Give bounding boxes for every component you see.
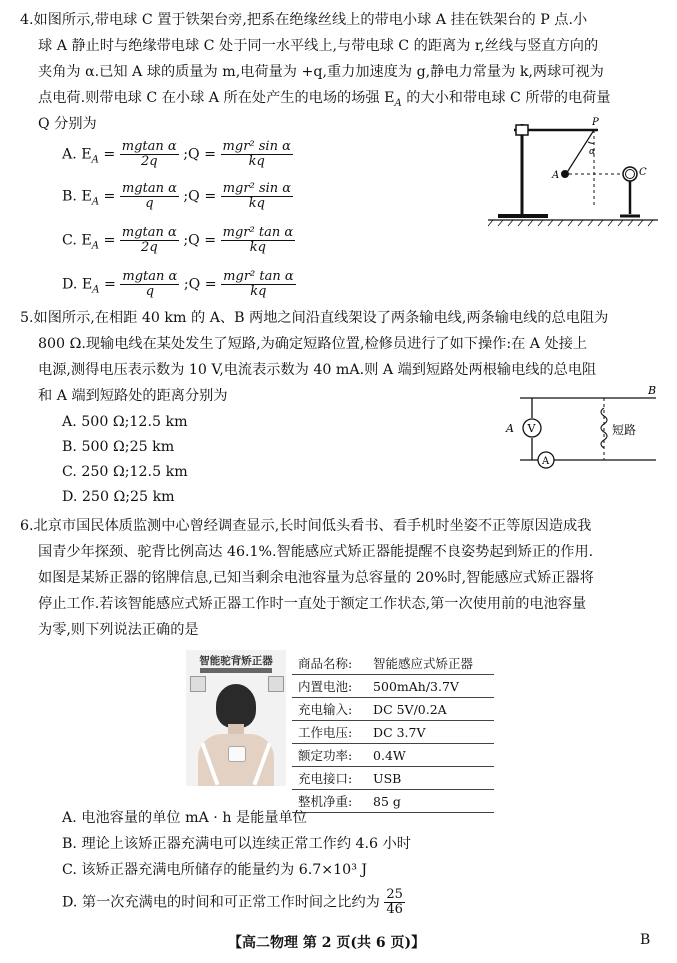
q6-option-a: A. 电池容量的单位 mA · h 是能量单位 xyxy=(62,810,307,826)
q5-option-c: C. 250 Ω;12.5 km xyxy=(62,464,188,480)
frac-den: kq xyxy=(248,154,265,169)
opt-eq: = xyxy=(98,146,116,163)
q5-option-a: A. 500 Ω;12.5 km xyxy=(62,414,188,430)
product-image xyxy=(186,650,286,786)
frac-den: q xyxy=(145,196,154,211)
frac-num: mgr² sin α xyxy=(222,181,292,196)
ground-hatch xyxy=(488,220,653,226)
spec-key: 额定功率: xyxy=(292,744,367,767)
table-row xyxy=(292,721,494,744)
q4-line-1: 4.如图所示,带电球 C 置于铁架台旁,把系在绝缘丝线上的带电小球 A 挂在铁架台的 P 点.小 xyxy=(20,12,588,28)
angle-arc xyxy=(588,142,594,143)
spec-value: 85 g xyxy=(367,790,494,813)
opt-sub: A xyxy=(91,154,99,166)
icon-left xyxy=(190,676,206,692)
q6-option-d xyxy=(62,888,405,917)
spec-value: USB xyxy=(367,767,494,790)
frac-num: mgtan α xyxy=(121,181,177,196)
opt-sub: A xyxy=(92,284,100,296)
spec-key: 充电接口: xyxy=(292,767,367,790)
frac-den: kq xyxy=(249,240,266,255)
q4-line-3: 夹角为 α.已知 A 球的质量为 m,电荷量为 +q,重力加速度为 g,静电力常量为 k,两球可视为 xyxy=(38,64,604,80)
spec-key: 充电输入: xyxy=(292,698,367,721)
q6-line-2: 国青少年探颈、驼背比例高达 46.1%.智能感应式矫正器能提醒不良姿势起到矫正的作用. xyxy=(38,544,594,560)
spec-value: 500mAh/3.7V xyxy=(367,675,494,698)
table-row xyxy=(292,767,494,790)
q6-line-5: 为零,则下列说法正确的是 xyxy=(38,622,199,638)
spec-value: DC 5V/0.2A xyxy=(367,698,494,721)
q6-option-b: B. 理论上该矫正器充满电可以连续正常工作约 4.6 小时 xyxy=(62,836,411,852)
q5-option-b: B. 500 Ω;25 km xyxy=(62,439,175,455)
table-row xyxy=(292,675,494,698)
frac-den: kq xyxy=(250,284,267,299)
frac-den: 46 xyxy=(386,902,403,917)
table-row xyxy=(292,744,494,767)
frac-num: mgtan α xyxy=(121,139,177,154)
q4-option-d xyxy=(62,270,296,300)
opt-label: D. E xyxy=(62,276,93,293)
opt-eq: = xyxy=(98,232,116,249)
frac-den: 2q xyxy=(140,154,158,169)
spec-key: 内置电池: xyxy=(292,675,367,698)
q5-circuit xyxy=(500,384,660,474)
product-banner xyxy=(200,668,272,673)
label-a: A xyxy=(506,422,514,435)
opt-eq: = xyxy=(99,276,116,293)
ball-a xyxy=(561,170,569,178)
fraction xyxy=(384,888,405,917)
label-b: B xyxy=(648,384,657,397)
footer-right: B xyxy=(640,932,651,948)
fraction xyxy=(221,270,295,299)
spec-key: 整机净重: xyxy=(292,790,367,813)
q4-line-4-text: 点电荷.则带电球 C 在小球 A 所在处产生的电场的场强 E xyxy=(38,90,395,106)
label-a: A xyxy=(552,170,560,181)
q5-line-1: 5.如图所示,在相距 40 km 的 A、B 两地之间沿直线架设了两条输电线,两条输电线的总电阻为 xyxy=(20,310,609,326)
opt-mid: ;Q = xyxy=(178,188,217,205)
spec-value: DC 3.7V xyxy=(367,721,494,744)
q4-figure xyxy=(488,112,658,230)
q4-line-4 xyxy=(38,88,611,114)
spec-value: 智能感应式矫正器 xyxy=(367,652,494,675)
frac-num: mgtan α xyxy=(122,269,178,284)
q4-option-a xyxy=(62,140,293,170)
ammeter-label: A xyxy=(542,456,550,467)
label-short: 短路 xyxy=(612,423,637,437)
frac-den: q xyxy=(145,284,155,299)
fraction xyxy=(221,182,293,211)
product-title: 智能驼背矫正器 xyxy=(199,655,273,667)
table-row xyxy=(292,790,494,813)
fraction xyxy=(221,226,295,255)
icon-right xyxy=(268,676,284,692)
q4-option-c xyxy=(62,226,295,256)
opt-mid: ;Q = xyxy=(179,276,217,293)
q6-line-1: 6.北京市国民体质监测中心曾经调查显示,长时间低头看书、看手机时坐姿不正等原因造成我 xyxy=(20,518,592,534)
ball-c-inner xyxy=(626,170,635,179)
spec-key: 商品名称: xyxy=(292,652,367,675)
q4-line-5: Q 分别为 xyxy=(38,116,97,132)
corrector-device xyxy=(228,746,246,762)
frac-num: mgr² tan α xyxy=(223,269,294,284)
q5-line-3: 电源,测得电压表示数为 10 V,电流表示数为 40 mA.则 A 端到短路处两根输电线的总电阻 xyxy=(38,362,597,378)
frac-den: kq xyxy=(248,196,265,211)
opt-label: C. E xyxy=(62,232,92,249)
q4-line-4-sub: A xyxy=(394,97,402,109)
label-p: P xyxy=(592,117,599,128)
voltmeter-label: V xyxy=(527,422,536,435)
fraction xyxy=(120,226,179,255)
opt-mid: ;Q = xyxy=(178,146,217,163)
frac-num: mgtan α xyxy=(121,225,177,240)
q5-line-4: 和 A 端到短路处的距离分别为 xyxy=(38,388,228,404)
frac-num: mgr² sin α xyxy=(222,139,291,154)
opt-eq: = xyxy=(99,188,116,205)
q4-line-2: 球 A 静止时与绝缘带电球 C 处于同一水平线上,与带电球 C 的距离为 r,丝线与竖直方向的 xyxy=(38,38,599,54)
frac-num: mgr² tan α xyxy=(222,225,294,240)
opt-sub: A xyxy=(91,196,100,208)
opt-d-text: D. 第一次充满电的时间和可正常工作时间之比约为 xyxy=(62,894,380,911)
q4-option-b xyxy=(62,182,293,212)
frac-num: 25 xyxy=(386,887,403,902)
table-row xyxy=(292,698,494,721)
opt-label: B. E xyxy=(62,188,92,205)
spec-table xyxy=(292,652,494,813)
fraction xyxy=(120,270,179,299)
q6-line-4: 停止工作.若该智能感应式矫正器工作时一直处于额定工作状态,第一次使用前的电池容量 xyxy=(38,596,587,612)
q4-line-4-suffix: 的大小和带电球 C 所带的电荷量 xyxy=(401,90,611,106)
fraction xyxy=(120,182,179,211)
table-row xyxy=(292,652,494,675)
spec-value: 0.4W xyxy=(367,744,494,767)
opt-sub: A xyxy=(91,240,99,252)
q5-option-d: D. 250 Ω;25 km xyxy=(62,489,175,505)
frac-den: 2q xyxy=(141,240,158,255)
fraction xyxy=(221,140,293,169)
label-c: C xyxy=(639,167,647,178)
q6-option-c: C. 该矫正器充满电所储存的能量约为 6.7×10³ J xyxy=(62,862,368,878)
q6-line-3: 如图是某矫正器的铭牌信息,已知当剩余电池容量为总容量的 20%时,智能感应式矫正器将 xyxy=(38,570,594,586)
footer-center: 【高二物理 第 2 页(共 6 页)】 xyxy=(228,935,426,951)
model-head xyxy=(216,684,256,728)
opt-label: A. E xyxy=(62,146,92,163)
fraction xyxy=(120,140,179,169)
stand-clamp xyxy=(516,125,528,135)
opt-mid: ;Q = xyxy=(178,232,217,249)
q5-line-2: 800 Ω.现输电线在某处发生了短路,为确定短路位置,检修员进行了如下操作:在 A 处接上 xyxy=(38,336,588,352)
spec-key: 工作电压: xyxy=(292,721,367,744)
label-alpha: α xyxy=(589,147,596,157)
